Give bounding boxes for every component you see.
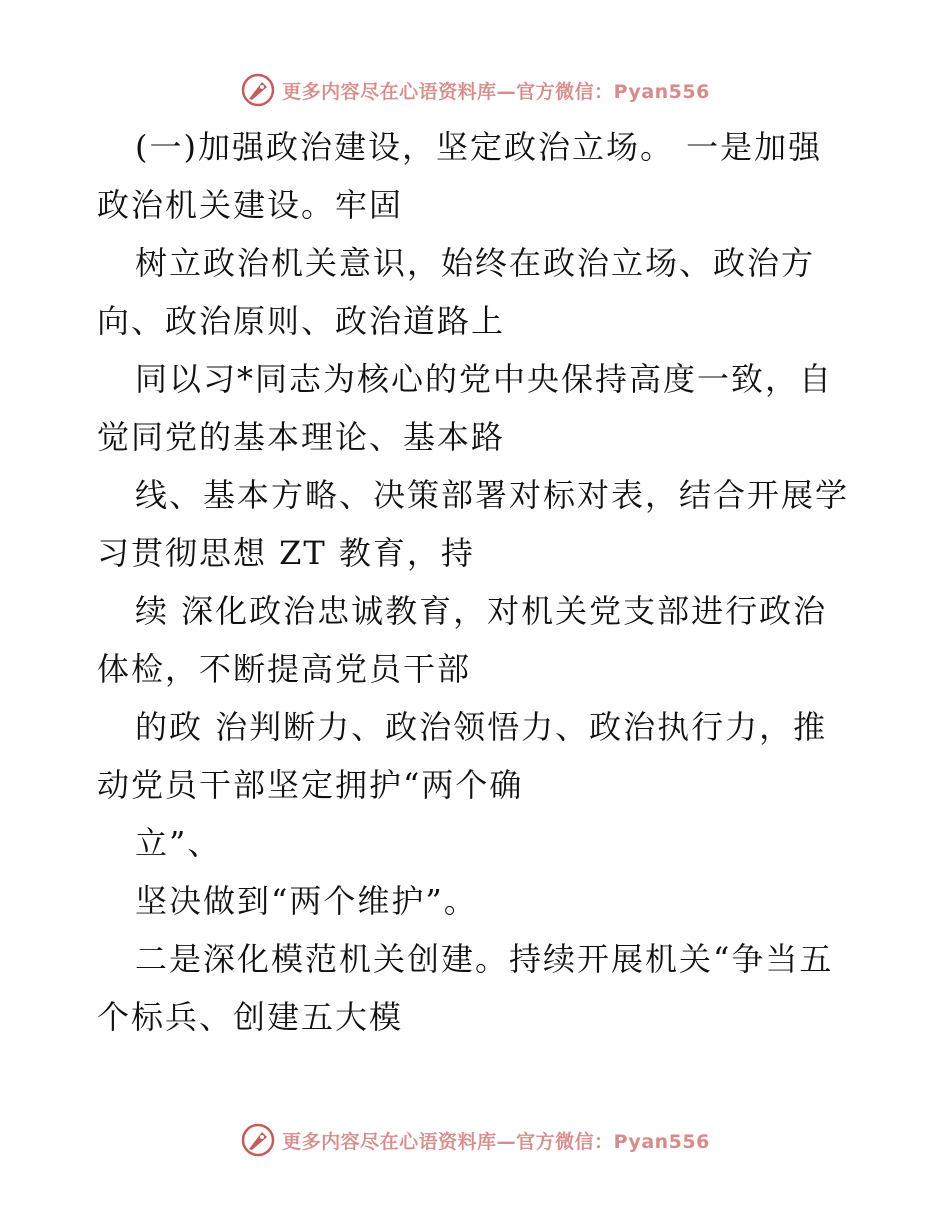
text-line: 立”、: [135, 824, 222, 862]
watermark-text: 更多内容尽在心语资料库—官方微信：Pyan556: [282, 80, 710, 103]
text-line: 树立政治机关意识，始终在政治立场、政治方: [135, 244, 816, 282]
header-watermark: [0, 72, 950, 108]
text-line: 动党员干部坚定拥护“两个确: [97, 766, 524, 804]
text-line: 二是深化模范机关创建。持续开展机关“争当五: [135, 940, 834, 978]
text-line: 觉同党的基本理论、基本路: [97, 418, 506, 456]
document-body: [97, 118, 857, 1046]
text-line: 政治机关建设。牢固: [97, 186, 404, 224]
pen-nib-circle-icon: [240, 72, 276, 108]
text-line: 向、政治原则、政治道路上: [97, 302, 506, 340]
text-line: 的政 治判断力、政治领悟力、政治执行力，推: [135, 708, 828, 746]
text-line: 个标兵、创建五大模: [97, 998, 404, 1036]
text-line: 坚决做到“两个维护”。: [135, 882, 478, 920]
watermark-text: 更多内容尽在心语资料库—官方微信：Pyan556: [282, 1130, 710, 1153]
text-line: 续 深化政治忠诚教育，对机关党支部进行政治: [135, 592, 828, 630]
pen-nib-circle-icon: [240, 1122, 276, 1158]
text-line: 线、基本方略、决策部署对标对表，结合开展学: [135, 476, 850, 514]
text-line: 体检，不断提高党员干部: [97, 650, 472, 688]
text-line: 同以习*同志为核心的党中央保持高度一致，自: [135, 360, 834, 398]
text-line: 习贯彻思想 ZT 教育，持: [97, 534, 475, 572]
footer-watermark: [0, 1122, 950, 1158]
text-line: (一)加强政治建设，坚定政治立场。 一是加强: [135, 128, 823, 166]
